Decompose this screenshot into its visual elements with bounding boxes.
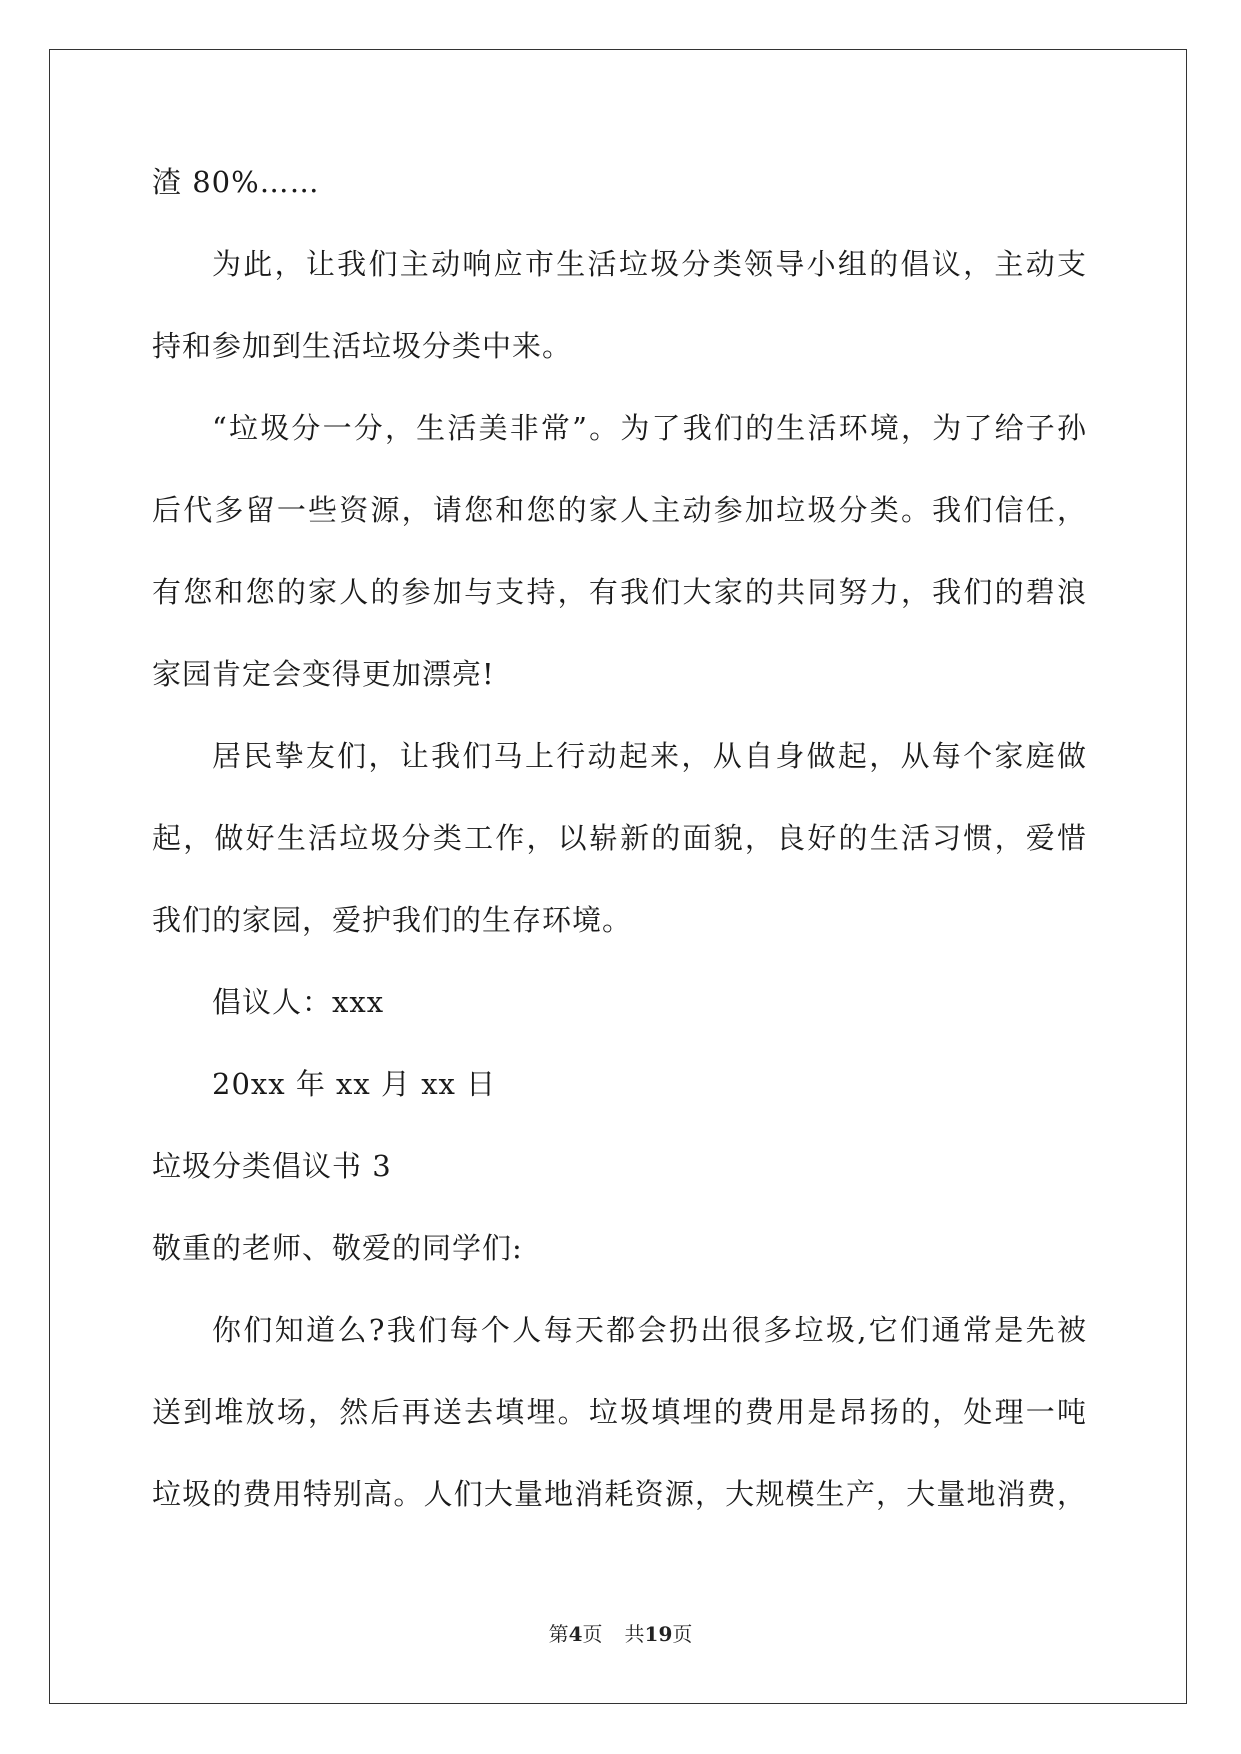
document-body bbox=[152, 160, 1087, 1554]
text-line: 渣 80%…… bbox=[152, 165, 320, 199]
text-line: 持和参加到生活垃圾分类中来。 bbox=[152, 329, 573, 363]
text-line: 垃圾的费用特别高。人们大量地消耗资源，大规模生产，大量地消费， bbox=[152, 1477, 1087, 1511]
footer-page-suffix: 页 bbox=[582, 1622, 603, 1646]
paragraph-line: 居民挚友们，让我们马上行动起来，从自身做起，从每个家庭做 bbox=[212, 739, 1087, 773]
page-number: 4 bbox=[568, 1622, 583, 1646]
text-line: 送到堆放场，然后再送去填埋。垃圾填埋的费用是昂扬的，处理一吨 bbox=[152, 1395, 1087, 1429]
paragraph-line: “垃圾分一分，生活美非常”。为了我们的生活环境，为了给子孙 bbox=[212, 411, 1087, 445]
section-title: 垃圾分类倡议书 3 bbox=[152, 1149, 392, 1183]
paragraph-line: 为此，让我们主动响应市生活垃圾分类领导小组的倡议，主动支 bbox=[212, 247, 1087, 281]
date-line: 20xx 年 xx 月 xx 日 bbox=[212, 1067, 497, 1101]
text-line: 家园肯定会变得更加漂亮! bbox=[152, 657, 495, 691]
salutation: 敬重的老师、敬爱的同学们: bbox=[152, 1231, 523, 1265]
footer-prefix: 第 bbox=[548, 1622, 569, 1646]
text-line: 我们的家园，爱护我们的生存环境。 bbox=[152, 903, 633, 937]
signature-line: 倡议人：xxx bbox=[212, 985, 385, 1019]
paragraph-line: 你们知道么?我们每个人每天都会扔出很多垃圾,它们通常是先被 bbox=[212, 1313, 1087, 1347]
text-line: 起，做好生活垃圾分类工作，以崭新的面貌，良好的生活习惯，爱惜 bbox=[152, 821, 1087, 855]
total-pages: 19 bbox=[644, 1622, 673, 1646]
footer-total-suffix: 页 bbox=[672, 1622, 693, 1646]
footer-total-prefix: 共 bbox=[624, 1622, 645, 1646]
text-line: 有您和您的家人的参加与支持，有我们大家的共同努力，我们的碧浪 bbox=[152, 575, 1087, 609]
page-footer bbox=[0, 1618, 1241, 1647]
text-line: 后代多留一些资源，请您和您的家人主动参加垃圾分类。我们信任， bbox=[152, 493, 1087, 527]
